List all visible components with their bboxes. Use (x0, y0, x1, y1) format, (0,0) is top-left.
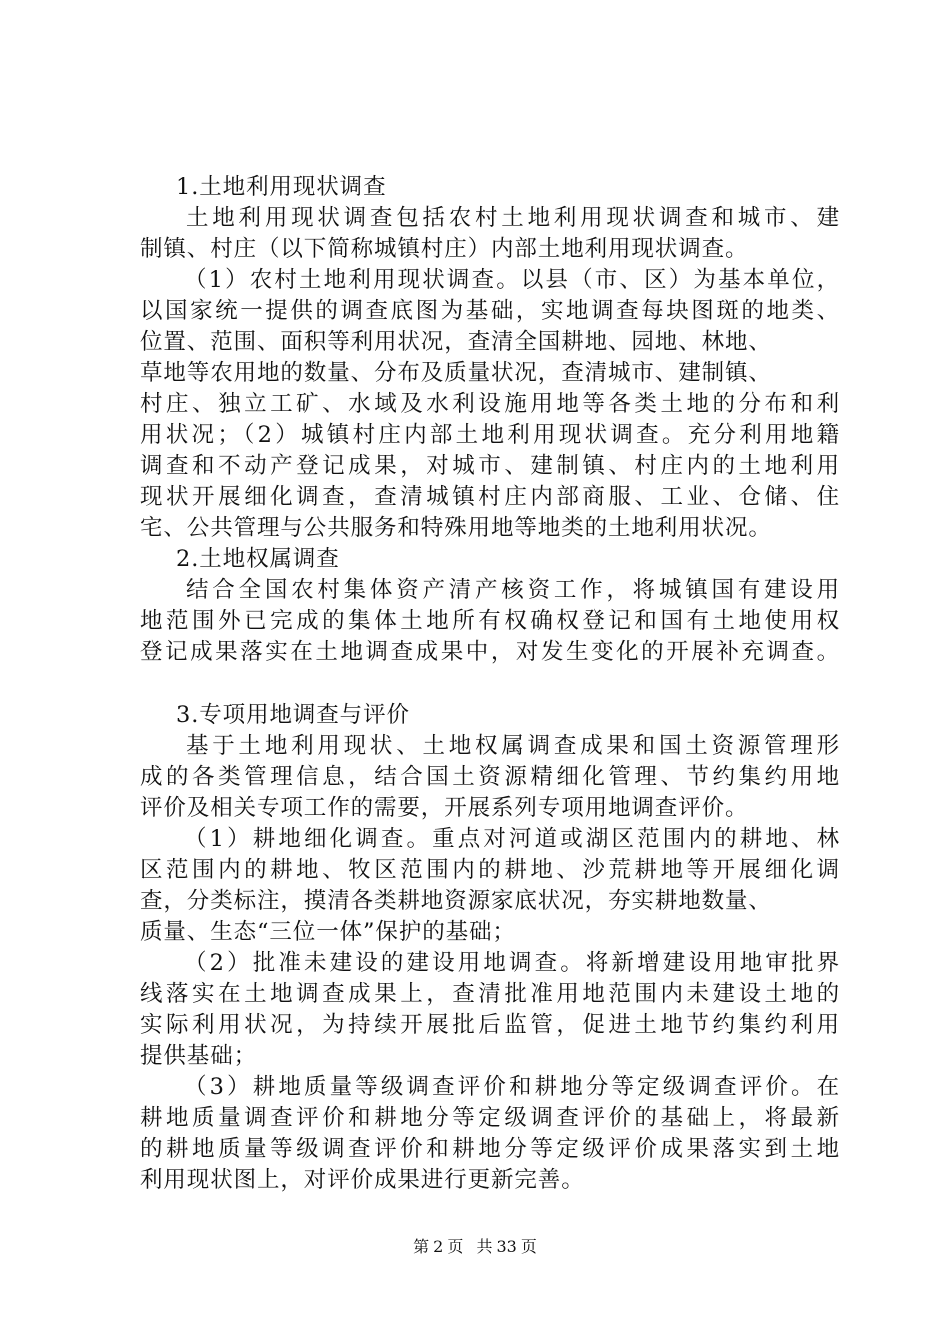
paragraph-line: 利用现状图上，对评价成果进行更新完善。 (140, 1167, 585, 1193)
paragraph-line: 评价及相关专项工作的需要，开展系列专项用地调查评价。 (140, 795, 749, 821)
section-heading-1: 1.土地利用现状调查 (176, 174, 387, 200)
paragraph-line: 草地等农用地的数量、分布及质量状况，查清城市、建制镇、 (140, 360, 772, 386)
paragraph-line: 基于土地利用现状、土地权属调查成果和国土资源管理形 (186, 733, 840, 759)
paragraph-line: 质量、生态“三位一体”保护的基础； (140, 919, 516, 945)
paragraph-line: 区范围内的耕地、牧区范围内的耕地、沙荒耕地等开展细化调 (140, 857, 840, 883)
paragraph-line: 村庄、独立工矿、水域及水利设施用地等各类土地的分布和利 (140, 391, 840, 417)
paragraph-line: （1）耕地细化调查。重点对河道或湖区范围内的耕地、林 (184, 826, 840, 852)
paragraph-line: 现状开展细化调查，查清城镇村庄内部商服、工业、仓储、住 (140, 484, 840, 510)
paragraph-line: 位置、范围、面积等利用状况，查清全国耕地、园地、林地、 (140, 329, 772, 355)
section-heading-3: 3.专项用地调查与评价 (176, 702, 410, 728)
paragraph-line: 以国家统一提供的调查底图为基础，实地调查每块图斑的地类、 (140, 298, 840, 324)
section-heading-2: 2.土地权属调查 (176, 546, 340, 572)
paragraph-line: 结合全国农村集体资产清产核资工作，将城镇国有建设用 (186, 577, 840, 603)
paragraph-line: 制镇、村庄（以下简称城镇村庄）内部土地利用现状调查。 (140, 236, 749, 262)
paragraph-line: 查，分类标注，摸清各类耕地资源家底状况，夯实耕地数量、 (140, 888, 772, 914)
paragraph-line: 实际利用状况，为持续开展批后监管，促进土地节约集约利用 (140, 1012, 840, 1038)
total-page-count: 33 (496, 1237, 517, 1256)
paragraph-line: （2）批准未建设的建设用地调查。将新增建设用地审批界 (184, 950, 840, 976)
paragraph-line: 成的各类管理信息，结合国土资源精细化管理、节约集约用地 (140, 764, 840, 790)
current-page-number: 2 (433, 1237, 444, 1256)
paragraph-line: 地范围外已完成的集体土地所有权确权登记和国有土地使用权 (140, 608, 840, 634)
paragraph-line: 登记成果落实在土地调查成果中，对发生变化的开展补充调查。 (140, 639, 840, 665)
paragraph-line: （3）耕地质量等级调查评价和耕地分等定级调查评价。在 (184, 1074, 840, 1100)
paragraph-line: 土地利用现状调查包括农村土地利用现状调查和城市、建 (186, 205, 840, 231)
paragraph-line: （1）农村土地利用现状调查。以县（市、区）为基本单位， (184, 267, 840, 293)
document-body (140, 172, 840, 1196)
paragraph-line: 线落实在土地调查成果上，查清批准用地范围内未建设土地的 (140, 981, 840, 1007)
paragraph-line: 调查和不动产登记成果，对城市、建制镇、村庄内的土地利用 (140, 453, 840, 479)
total-pages-label: 共 33 页 (476, 1237, 537, 1256)
page-number-label: 第 2 页 (413, 1237, 464, 1256)
paragraph-line: 提供基础； (140, 1043, 258, 1069)
page-footer (0, 1237, 950, 1257)
paragraph-line: 耕地质量调查评价和耕地分等定级调查评价的基础上，将最新 (140, 1105, 840, 1131)
paragraph-line: 用状况；（2）城镇村庄内部土地利用现状调查。充分利用地籍 (140, 422, 840, 448)
paragraph-line: 的耕地质量等级调查评价和耕地分等定级评价成果落实到土地 (140, 1136, 840, 1162)
section-gap (140, 668, 840, 700)
paragraph-line: 宅、公共管理与公共服务和特殊用地等地类的土地利用状况。 (140, 515, 772, 541)
